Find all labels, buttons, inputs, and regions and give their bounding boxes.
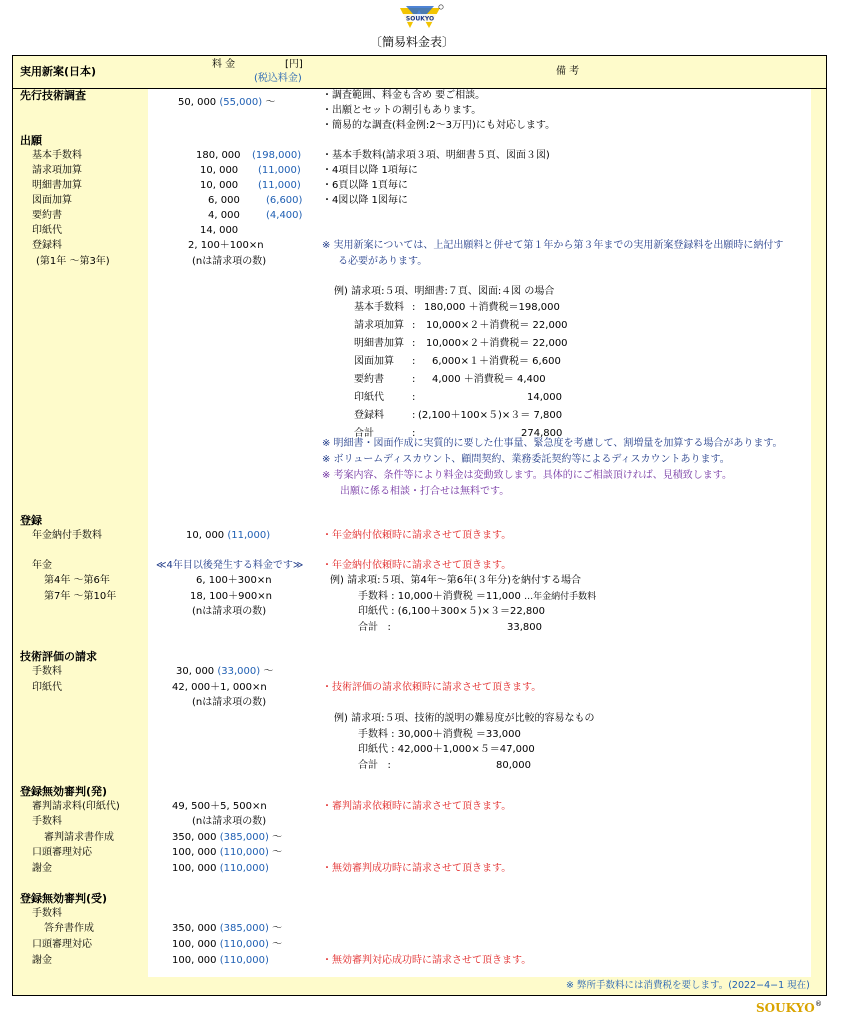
pension-ex3-label: 合計 : [358, 622, 391, 633]
section-tech-eval: 技術評価の請求 [20, 650, 97, 663]
filing-row-label: 明細書加算 [32, 180, 82, 191]
tech-ex3-calc: 80,000 [496, 760, 531, 771]
tech-fee-label: 手数料 [32, 666, 62, 677]
example-sep: : [412, 410, 416, 421]
page-title: 〔簡易料金表〕 [370, 35, 455, 49]
invalid-filed-r1-fee: 49, 500＋5, 500×n [172, 801, 267, 812]
filing-row-label: 要約書 [32, 210, 62, 221]
invalid-recv-r3-label: 口頭審理対応 [32, 939, 92, 950]
filing-row-fee: 14, 000 [200, 225, 239, 236]
header-col-fee: 料 金 [212, 59, 236, 70]
invalid-filed-r3-label: 審判請求書作成 [44, 832, 114, 843]
fee-4-6: 6, 100＋300×n [196, 575, 272, 586]
example-label: 基本手数料 [354, 302, 404, 313]
invalid-filed-r5-fee: 100, 000 (110,000) [172, 863, 269, 874]
section-filing: 出願 [20, 134, 42, 147]
pension-ex3-calc: 33,800 [507, 622, 542, 633]
pension-note: ・年金納付依頼時に請求させて頂きます。 [322, 560, 512, 571]
filing-row-fee: 4, 000 [208, 210, 240, 221]
tech-example-title: 例) 請求項:５項、技術的説明の難易度が比較的容易なもの [334, 713, 595, 724]
registered-mark-icon: ® [815, 1000, 822, 1008]
filing-row-label: 基本手数料 [32, 150, 82, 161]
fee-7-10: 18, 100＋900×n [190, 591, 272, 602]
annual-label: 年金納付手数料 [32, 530, 102, 541]
example-sep: : [412, 338, 416, 349]
example-label: 登録料 [354, 410, 384, 421]
years-7-10: 第7年 〜第10年 [44, 591, 117, 602]
example-label: 要約書 [354, 374, 384, 385]
example-calc: (2,100＋100×５)×３＝ 7,800 [418, 410, 563, 421]
prior-art-note-2: ・出願とセットの割引もあります。 [322, 105, 482, 116]
filing-row-note: ・6頁以降 1頁毎に [322, 180, 408, 191]
invalid-filed-r1-note: ・審判請求依頼時に請求させて頂きます。 [322, 801, 512, 812]
section-invalid-received: 登録無効審判(受) [20, 892, 108, 905]
invalid-recv-r4-note: ・無効審判対応成功時に請求させて頂きます。 [322, 955, 532, 966]
example-label: 図面加算 [354, 356, 394, 367]
filing-row-label: 請求項加算 [32, 165, 82, 176]
example-sep: : [412, 428, 416, 439]
invalid-recv-r1-label: 手数料 [32, 908, 62, 919]
invalid-recv-r2-fee: 350, 000 (385,000) 〜 [172, 923, 283, 934]
filing-note-c: ※ 考案内容、条件等により料金は変動致します。具体的にご相談頂ければ、見積致します。 [322, 470, 732, 481]
filing-reg-label: 登録料 [32, 240, 62, 251]
footer-logo: SOUKYO [756, 1001, 815, 1015]
invalid-filed-r5-note: ・無効審判成功時に請求させて頂きます。 [322, 863, 512, 874]
example-calc: 274,800 [521, 428, 563, 439]
example-label: 合計 [354, 428, 374, 439]
example-label: 請求項加算 [354, 320, 404, 331]
filing-reg-fee: 2, 100＋100×n [188, 240, 264, 251]
filing-row-tax: (11,000) [258, 180, 301, 191]
filing-row-tax: (6,600) [266, 195, 303, 206]
example-sep: : [412, 356, 416, 367]
pension-label: 年金 [32, 560, 52, 571]
section-prior-art: 先行技術調査 [20, 89, 86, 102]
pension-example-title: 例) 請求項:５項、第4年〜第6年(３年分)を納付する場合 [330, 575, 581, 586]
filing-reg-years: (第1年 〜第3年) [36, 256, 110, 267]
example-calc: 10,000×２＋消費税＝ 22,000 [426, 338, 568, 349]
section-registration: 登録 [20, 514, 42, 527]
tech-stamp-note: ・技術評価の請求依頼時に請求させて頂きます。 [322, 682, 542, 693]
years-4-6: 第4年 〜第6年 [44, 575, 110, 586]
svg-text:SOUKYO: SOUKYO [405, 15, 435, 23]
invalid-recv-r4-fee: 100, 000 (110,000) [172, 955, 269, 966]
example-calc: 4,000 ＋消費税＝ 4,400 [432, 374, 546, 385]
filing-example-title: 例) 請求項:５項、明細書:７頁、図面:４図 の場合 [334, 286, 555, 297]
filing-note-d: 出願に係る相談・打合せは無料です。 [340, 486, 510, 497]
example-sep: : [412, 320, 416, 331]
example-calc: 10,000×２＋消費税＝ 22,000 [426, 320, 568, 331]
annual-note: ・年金納付依頼時に請求させて頂きます。 [322, 530, 512, 541]
pension-banner: ≪4年目以後発生する料金です≫ [156, 560, 304, 571]
invalid-recv-r2-label: 答弁書作成 [44, 923, 94, 934]
filing-row-tax: (198,000) [252, 150, 302, 161]
example-label: 明細書加算 [354, 338, 404, 349]
invalid-recv-r4-label: 謝金 [32, 955, 52, 966]
filing-note-b: ※ ボリュームディスカウント、顧問契約、業務委託契約等によるディスカウントあります。 [322, 454, 730, 465]
header-col-unit: [円] [285, 59, 303, 70]
invalid-filed-r3-fee: 350, 000 (385,000) 〜 [172, 832, 283, 843]
footer-note: ※ 弊所手数料には消費税を要します。(2022−4−1 現在) [566, 980, 810, 991]
example-calc: 14,000 [527, 392, 562, 403]
filing-row-tax: (11,000) [258, 165, 301, 176]
example-calc: 6,000×１＋消費税＝ 6,600 [432, 356, 561, 367]
pension-ex2: 印紙代 : (6,100＋300×５)×３＝22,800 [358, 606, 545, 617]
tech-ex1: 手数料 : 30,000＋消費税 ＝33,000 [358, 729, 521, 740]
tech-sub: (nは請求項の数) [192, 697, 267, 708]
header-col-tax-included: (税込料金) [254, 73, 302, 84]
filing-row-fee: 6, 000 [208, 195, 240, 206]
tech-stamp-label: 印紙代 [32, 682, 62, 693]
example-sep: : [412, 392, 416, 403]
example-calc: 180,000 ＋消費税＝198,000 [424, 302, 560, 313]
prior-art-note-1: ・調査範囲、料金も含め 要ご相談。 [322, 90, 486, 101]
filing-row-fee: 10, 000 [200, 165, 239, 176]
tech-stamp-fee: 42, 000＋1, 000×n [172, 682, 267, 693]
filing-row-fee: 10, 000 [200, 180, 239, 191]
filing-row-fee: 180, 000 [196, 150, 241, 161]
invalid-filed-r4-fee: 100, 000 (110,000) 〜 [172, 847, 283, 858]
table-header [13, 56, 826, 89]
invalid-filed-r2-sub: (nは請求項の数) [192, 816, 267, 827]
tech-fee: 30, 000 (33,000) 〜 [176, 666, 274, 677]
section-invalid-filed: 登録無効審判(発) [20, 785, 108, 798]
filing-note-a: ※ 明細書・図面作成に実質的に要した仕事量、緊急度を考慮して、割増量を加算する場合があります。 [322, 438, 783, 449]
pension-ex1: 手数料 : 10,000＋消費税 ＝11,000 …年金納付手数料 [358, 591, 597, 602]
header-col-notes: 備 考 [556, 66, 580, 77]
tech-ex2: 印紙代 : 42,000＋1,000×５＝47,000 [358, 744, 535, 755]
right-band [811, 89, 826, 977]
example-label: 印紙代 [354, 392, 384, 403]
filing-reg-note-2: る必要があります。 [338, 256, 428, 267]
invalid-filed-r5-label: 謝金 [32, 863, 52, 874]
filing-row-label: 印紙代 [32, 225, 62, 236]
invalid-filed-r1-label: 審判請求料(印紙代) [32, 801, 120, 812]
filing-row-note: ・4図以降 1図毎に [322, 195, 408, 206]
filing-row-tax: (4,400) [266, 210, 303, 221]
invalid-recv-r3-fee: 100, 000 (110,000) 〜 [172, 939, 283, 950]
prior-art-fee: 50, 000 (55,000) 〜 [178, 97, 276, 108]
filing-reg-sub: (nは請求項の数) [192, 256, 267, 267]
filing-row-note: ・基本手数料(請求項３項、明細書５頁、図面３図) [322, 150, 550, 161]
example-sep: : [412, 302, 416, 313]
filing-row-label: 図面加算 [32, 195, 72, 206]
invalid-filed-r2-label: 手数料 [32, 816, 62, 827]
filing-row-note: ・4項目以降 1項毎に [322, 165, 418, 176]
prior-art-note-3: ・簡易的な調査(料金例:2〜3万円)にも対応します。 [322, 120, 556, 131]
filing-reg-note-1: ※ 実用新案については、上記出願料と併せて第１年から第３年までの実用新案登録料を出願時に納付す [322, 240, 784, 251]
invalid-filed-r4-label: 口頭審理対応 [32, 847, 92, 858]
soukyo-logo [398, 4, 444, 30]
annual-fee: 10, 000 (11,000) [186, 530, 271, 541]
header-col-category: 実用新案(日本) [20, 65, 97, 78]
example-sep: : [412, 374, 416, 385]
tech-ex3-label: 合計 : [358, 760, 391, 771]
pension-sub: (nは請求項の数) [192, 606, 267, 617]
